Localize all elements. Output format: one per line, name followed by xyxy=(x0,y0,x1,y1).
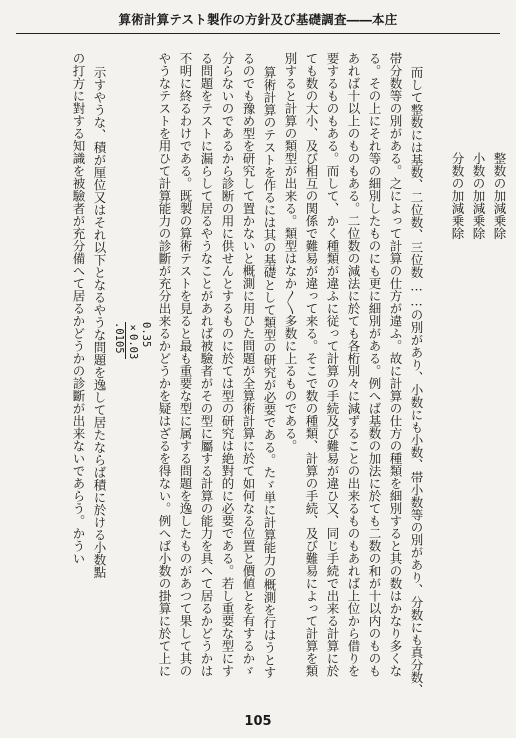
text-column: る問題をテストに漏らして居るやうなことがあれば被驗者がその型に屬する計算の能力を具へて居るかどうかは xyxy=(199,52,214,677)
vertical-text-body xyxy=(8,52,510,702)
text-column: 而して整数には基数、二位数、三位数……の別があり、小数にも小数、帯小数等の別があり、分数にも真分数、 xyxy=(409,66,424,696)
text-column: る。その上にそれ等の細別したものにも更に細別がある。例へば基数の加法に於ても二数の和が十以内のものも xyxy=(367,52,382,677)
text-column: あれば十以上のものもある。二位数の減法に於ても各桁別々に減ずることの出来るものもあれば上位から借りを xyxy=(346,52,361,677)
text-column: やうなテストを用ひて計算能力の診斷が充分出来るかどうかを疑はざるを得ない。例へば小数の掛算に於て上に xyxy=(157,52,172,677)
text-column: の打方に對する知識を被驗者が充分備へて居るかどうかの診斷が出来ないであらう。かうい xyxy=(71,52,86,565)
running-header: 算術計算テスト製作の方針及び基礎調査――本庄 xyxy=(118,12,398,27)
list-item-integer: 整数の加減乗除 xyxy=(492,152,507,240)
page-number: 105 xyxy=(244,714,272,729)
multiplication-example xyxy=(110,52,154,702)
text-column: 示すやうな、積が厘位又はそれ以下となるやうな問題を逸して居たならば積に於ける小数點 xyxy=(92,66,107,579)
text-column: 帯分数等の別がある。之によって計算の仕方が違ふ。故に計算の仕方の種類を細別すると其の数はかなり多くな xyxy=(388,52,403,677)
text-column: 算術計算のテストを作るには其の基礎として類型の研究が必要である。たゞ単に計算能力の概測を行はうとす xyxy=(262,66,277,679)
text-column: 分らないのであるから診断の用に供せんとするものに於ては型の研究は絶對的に必要である。若し重要な型にす xyxy=(220,52,235,677)
header-rule xyxy=(16,33,500,34)
calc-line-1: 0.35 xyxy=(140,322,152,348)
calc-line-3: .0105 xyxy=(113,322,125,354)
list-item-fraction: 分数の加減乗除 xyxy=(450,152,465,240)
calc-line-2: ×0.03 xyxy=(127,322,139,360)
text-column: ても数の大小、及び相互の関係で難易が違って来る。そこで数の種類、計算の手続、及び難易によって計算を類 xyxy=(304,52,319,677)
text-column: るのでも豫め型を研究して置かないと概測に用ひた問題が全算術計算に於て如何なる位置と價値とを有するかゞ xyxy=(241,52,256,677)
text-column: 別すると計算の類型が出来る。類型はなか〳〵多数に上るものである。 xyxy=(283,52,298,452)
list-item-decimal: 小数の加減乗除 xyxy=(471,152,486,240)
text-column: 要するものもある。而して、かく種類が違ふに従って計算の手続及び難易が違ひ又、同じ手続で出来る計算に於 xyxy=(325,52,340,677)
text-column: 不明に終るわけである。既製の算術テストを見ると最も重要な型に属する問題を逸したものがあつて果して其の xyxy=(178,52,193,677)
blank-column xyxy=(427,52,447,702)
